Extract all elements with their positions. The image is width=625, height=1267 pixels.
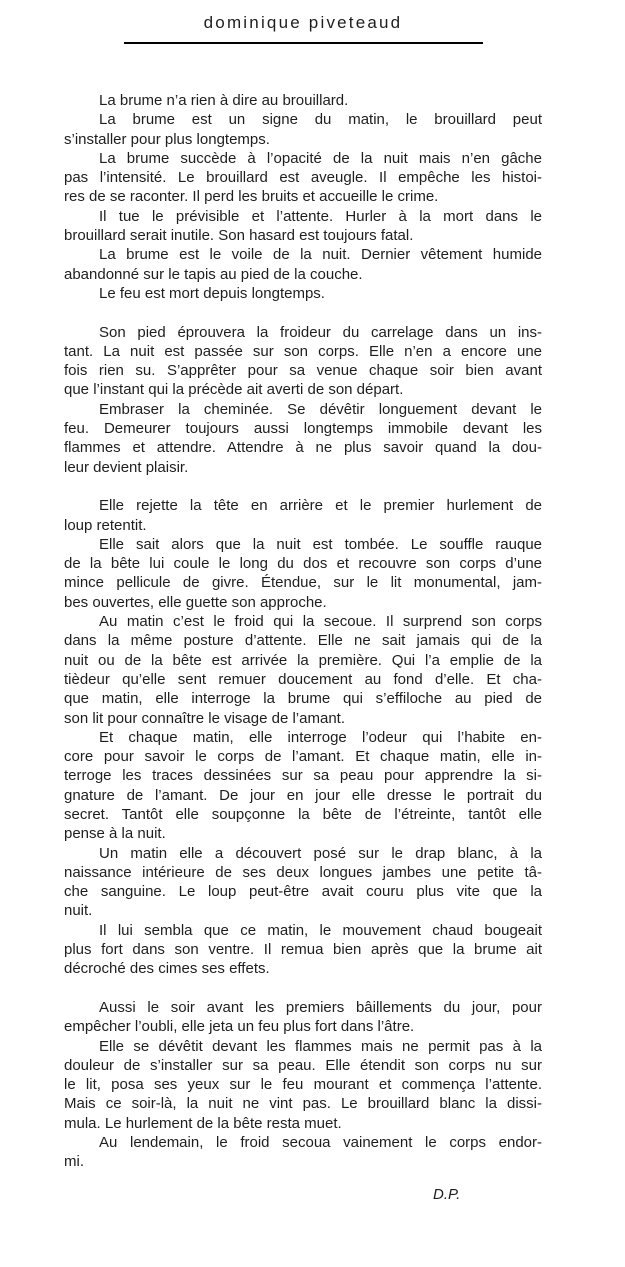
paragraph <box>64 496 542 535</box>
text-line: Le feu est mort depuis longtemps. <box>99 284 325 302</box>
text-line: tièdeur qu’elle sent remuer doucement au fond d’elle. Et cha- <box>64 670 542 688</box>
text-line: brouillard serait inutile. Son hasard est toujours fatal. <box>64 227 414 245</box>
text-line: La brume est le voile de la nuit. Dernier vêtement humide <box>99 246 542 264</box>
text-line: Aussi le soir avant les premiers bâillements du jour, pour <box>99 998 542 1016</box>
author-signature: D.P. <box>433 1185 461 1203</box>
stanza <box>64 496 542 978</box>
text-line: nuit ou de la bête est arrivée la première. Qui l’a emplie de la <box>64 651 542 669</box>
paragraph <box>64 1037 542 1133</box>
text-line: res de se raconter. Il perd les bruits et accueille le crime. <box>64 188 439 206</box>
text-line: Mais ce soir-là, la nuit ne vint pas. Le brouillard blanc la dissi- <box>64 1095 542 1113</box>
text-line: La brume n’a rien à dire au brouillard. <box>99 92 349 109</box>
paragraph <box>64 245 542 284</box>
text-line: pas l’intensité. Le brouillard est aveugle. Il empêche les histoi- <box>64 169 542 187</box>
text-line: mi. <box>64 1153 84 1171</box>
text-line: Elle rejette la tête en arrière et le premier hurlement de <box>99 497 542 515</box>
text-line: Il tue le prévisible et l’attente. Hurler à la mort dans le <box>99 207 542 225</box>
text-line: abandonné sur le tapis au pied de la couche. <box>64 265 363 283</box>
text-line: feu. Demeurer toujours aussi longtemps immobile devant les <box>64 420 542 438</box>
paragraph <box>64 612 542 728</box>
paragraph <box>64 400 542 477</box>
text-line: terroge les traces dessinées sur sa peau pour apprendre la si- <box>64 767 542 785</box>
text-line: nuit. <box>64 902 93 920</box>
paragraph <box>64 149 542 207</box>
text-line: leur devient plaisir. <box>64 458 189 476</box>
text-line: secret. Tantôt elle soupçonne la bête de l’étreinte, tantôt elle <box>64 805 542 823</box>
text-line: s’installer pour plus longtemps. <box>64 130 270 148</box>
paragraph <box>64 284 542 303</box>
text-line: pense à la nuit. <box>64 825 166 843</box>
text-line: gnature de l’amant. De jour en jour elle dresse le portrait du <box>64 786 542 804</box>
text-line: Son pied éprouvera la froideur du carrelage dans un ins- <box>99 323 542 341</box>
paragraph <box>64 91 542 110</box>
text-line: naissance intérieure de ses deux longues jambes une petite tâ- <box>64 863 542 881</box>
text-line: tant. La nuit est passée sur son corps. Elle n’en a encore une <box>64 342 542 360</box>
text-line: décroché des cimes ses effets. <box>64 960 270 978</box>
signature-row <box>64 1185 542 1204</box>
text-line: loup retentit. <box>64 516 147 534</box>
text-line: Elle sait alors que la nuit est tombée. Le souffle rauque <box>99 535 542 553</box>
text-line: douleur de s’installer sur sa peau. Elle étendit son corps nu sur <box>64 1056 542 1074</box>
text-line: que matin, elle interroge la brume qui s’effiloche au pied de <box>64 690 542 708</box>
text-line: que l’instant qui la précède ait averti de son départ. <box>64 381 404 399</box>
paragraph <box>64 535 542 612</box>
text-line: core pour savoir le corps de l’amant. Et chaque matin, elle in- <box>64 748 542 766</box>
text-line: empêcher l’oubli, elle jeta un feu plus fort dans l’âtre. <box>64 1018 415 1036</box>
text-line: Il lui sembla que ce matin, le mouvement chaud bougeait <box>99 921 542 939</box>
text-line: che sanguine. Le loup peut-être avait couru plus vite que la <box>64 883 542 901</box>
text-line: Un matin elle a découvert posé sur le drap blanc, à la <box>99 844 542 862</box>
header-rule <box>124 42 483 44</box>
text-line: de la bête lui coule le long du dos et recouvre son corps d’une <box>64 555 542 573</box>
document-body <box>64 91 542 1172</box>
text-line: flammes et attendre. Attendre à ne plus savoir quand la dou- <box>64 439 542 457</box>
text-line: le lit, posa ses yeux sur le feu mourant et commença l’attente. <box>64 1076 542 1094</box>
stanza <box>64 91 542 303</box>
paragraph <box>64 728 542 844</box>
text-line: bes ouvertes, elle guette son approche. <box>64 593 327 611</box>
stanza <box>64 998 542 1172</box>
text-line: Embraser la cheminée. Se dévêtir longuement devant le <box>99 400 542 418</box>
text-line: plus fort dans son ventre. Il remua bien après que la brume ait <box>64 941 542 959</box>
paragraph <box>64 110 542 149</box>
paragraph <box>64 998 542 1037</box>
text-line: Au lendemain, le froid secoua vainement le corps endor- <box>99 1134 542 1152</box>
paragraph <box>64 1133 542 1172</box>
stanza <box>64 323 542 477</box>
paragraph <box>64 921 542 979</box>
text-line: Et chaque matin, elle interroge l’odeur qui l’habite en- <box>99 728 542 746</box>
page-header <box>64 0 542 44</box>
text-line: fois rien su. S’apprêter pour sa venue chaque soir bien avant <box>64 362 542 380</box>
text-line: mula. Le hurlement de la bête resta muet. <box>64 1114 342 1132</box>
text-line: mince pellicule de givre. Étendue, sur le lit monumental, jam- <box>64 574 542 592</box>
paragraph <box>64 844 542 921</box>
text-line: Au matin c’est le froid qui la secoue. Il surprend son corps <box>99 613 542 631</box>
text-line: dans la même posture d’attente. Elle ne sait jamais qui de la <box>64 632 542 650</box>
page-title: dominique piveteaud <box>203 13 403 32</box>
text-line: son lit pour connaître le visage de l’amant. <box>64 709 345 727</box>
paragraph <box>64 323 542 400</box>
text-line: Elle se dévêtit devant les flammes mais ne permit pas à la <box>99 1037 542 1055</box>
paragraph <box>64 207 542 246</box>
text-line: La brume est un signe du matin, le brouillard peut <box>99 111 542 129</box>
text-line: La brume succède à l’opacité de la nuit mais n’en gâche <box>99 149 542 167</box>
